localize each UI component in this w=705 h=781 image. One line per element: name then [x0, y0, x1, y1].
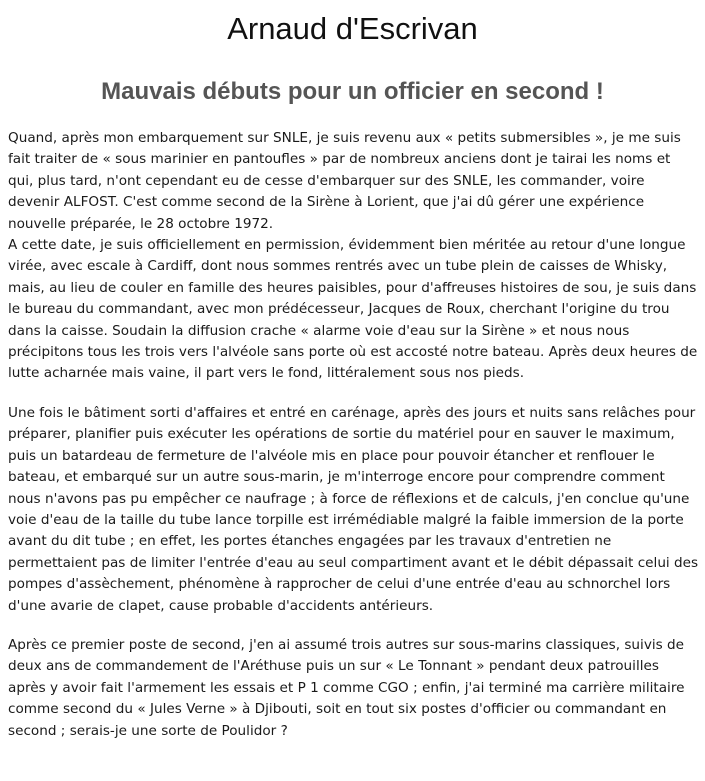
paragraph-1: Quand, après mon embarquement sur SNLE, je suis revenu aux « petits submersibles », je me suis fait traiter de « sous marinier en pantoufles » par de nombreux anciens dont je tairai les noms et qui, plus tard, n'ont cependant eu de cesse d'embarquer sur des SNLE, les commander, voire devenir ALFOST. C'est comme second de la Sirène à Lorient, que j'ai dû gérer une expérience nouvelle préparée, le 28 octobre 1972. [8, 130, 681, 232]
paragraph-2: A cette date, je suis officiellement en permission, évidemment bien méritée au retour d'une longue virée, avec escale à Cardiff, dont nous sommes rentrés avec un tube plein de caisses de Whisky, mais, au lieu de couler en famille des heures paisibles, pour d'affreuses histoires de sou, je suis dans le bureau du commandant, avec mon prédécesseur, Jacques de Roux, cherchant l'origine du trou dans la caisse. Soudain la diffusion crache « alarme voie d'eau sur la Sirène » et nous nous précipitons tous les trois vers l'alvéole sans porte où est accosté notre bateau. Après deux heures de lutte acharnée mais vaine, il part vers le fond, littéralement sous nos pieds. [8, 237, 698, 382]
article-body [8, 128, 700, 760]
author-name: Arnaud d'Escrivan [227, 11, 478, 46]
paragraph-4: Après ce premier poste de second, j'en ai assumé trois autres sur sous-marins classiques, suivis de deux ans de commandement de l'Aréthuse puis un sur « Le Tonnant » pendant deux patrouilles après y avoir fait l'armement les essais et P 1 comme CGO ; enfin, j'ai terminé ma carrière militaire comme second du « Jules Verne » à Djibouti, soit en tout six postes d'officier ou commandant en second ; serais-je une sorte de Poulidor ? [8, 636, 685, 739]
paragraph-3: Une fois le bâtiment sorti d'affaires et entré en carénage, après des jours et nuits sans relâches pour préparer, planifier puis exécuter les opérations de sortie du matériel pour en sauver le maximum, puis un batardeau de fermeture de l'alvéole mis en place pour pouvoir étancher et renflouer le bateau, et embarqué sur un autre sous-marin, je m'interroge encore pour comprendre comment nous n'avons pas pu empêcher ce naufrage ; à force de réflexions et de calculs, j'en conclue qu'une voie d'eau de la taille du tube lance torpille est irrémédiable malgré la faible immersion de la porte avant du dit tube ; en effet, les portes étanches engagées par les travaux d'entretien ne permettaient pas de limiter l'entrée d'eau au seul compartiment avant et le débit dépassait celui des pompes d'assèchement, phénomène à rapprocher de celui d'une entrée d'eau au schnorchel lors d'une avarie de clapet, cause probable d'accidents antérieurs. [8, 404, 699, 614]
article-title: Mauvais débuts pour un officier en second ! [101, 78, 604, 105]
